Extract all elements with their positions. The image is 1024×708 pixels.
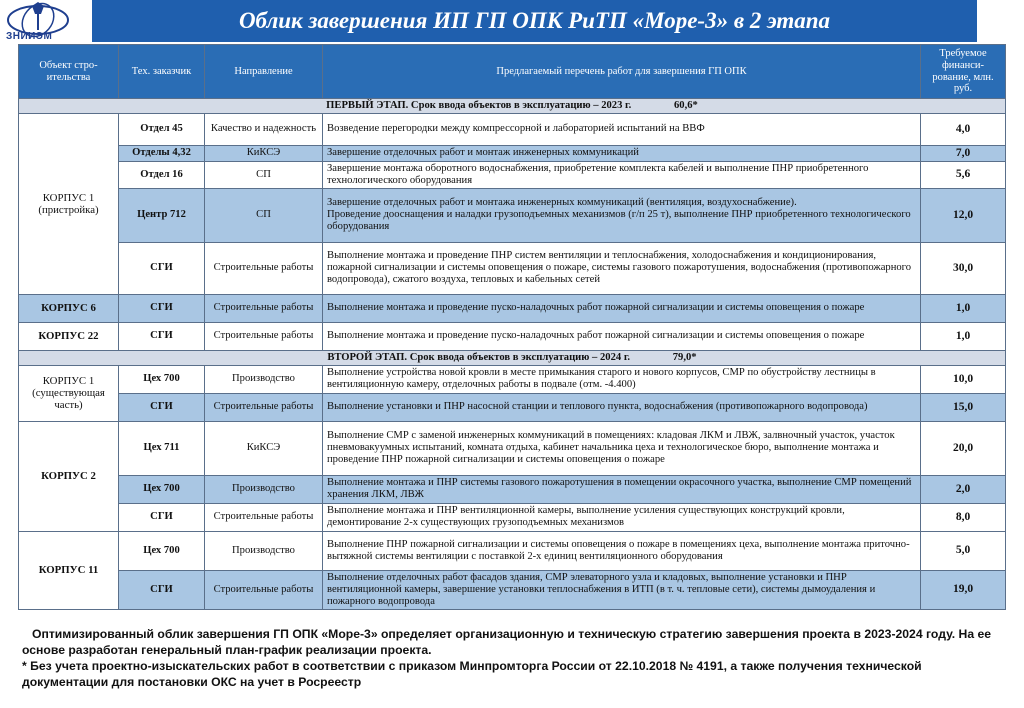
direction-cell: Производство: [205, 365, 323, 393]
table-row: [19, 113, 1006, 145]
object-cell: КОРПУС 2: [19, 421, 119, 531]
customer-cell: Цех 711: [119, 421, 205, 475]
table-header-row: [19, 45, 1006, 99]
col-header-works: Предлагаемый перечень работ для завершения ГП ОПК: [323, 45, 921, 99]
work-cell: Выполнение устройства новой кровли в месте примыкания старого и нового корпусов, СМР по обустройству лестницы в вентиляционную камеру, отделочных работы в подвале (отм. -4.400): [323, 365, 921, 393]
customer-cell: Центр 712: [119, 188, 205, 242]
table-row: [19, 570, 1006, 609]
financing-cell: 5,6: [921, 161, 1006, 188]
work-cell: Завершение отделочных работ и монтаж инженерных коммуникаций: [323, 145, 921, 161]
col-header-customer: Тех. заказчик: [119, 45, 205, 99]
customer-cell: СГИ: [119, 393, 205, 421]
financing-cell: 5,0: [921, 531, 1006, 570]
page-header: [92, 0, 977, 42]
stage-label: ПЕРВЫЙ ЭТАП. Срок ввода объектов в эксплуатацию – 2023 г.: [326, 100, 632, 111]
financing-cell: 7,0: [921, 145, 1006, 161]
work-cell: Выполнение монтажа и ПНР системы газового пожаротушения в помещении окрасочного участка, выполнение СМР помещений хранения ЛКМ, ЛВЖ: [323, 475, 921, 503]
financing-cell: 20,0: [921, 421, 1006, 475]
logo-text: ЗНИИЭМ: [6, 31, 53, 42]
financing-cell: 10,0: [921, 365, 1006, 393]
table-row: [19, 145, 1006, 161]
direction-cell: КиКСЭ: [205, 145, 323, 161]
table-row: [19, 365, 1006, 393]
customer-cell: СГИ: [119, 570, 205, 609]
page-title: Облик завершения ИП ГП ОПК РиТП «Море-3» в 2 этапа: [238, 8, 831, 33]
direction-cell: СП: [205, 161, 323, 188]
table-row: [19, 503, 1006, 531]
direction-cell: Строительные работы: [205, 322, 323, 350]
object-cell: [19, 113, 119, 294]
customer-cell: Цех 700: [119, 365, 205, 393]
footer-notes: [22, 627, 1007, 690]
table-row: [19, 188, 1006, 242]
table-row: [19, 393, 1006, 421]
object-name: КОРПУС 1: [42, 374, 95, 387]
object-cell: КОРПУС 11: [19, 531, 119, 609]
direction-cell: Производство: [205, 475, 323, 503]
direction-cell: Строительные работы: [205, 294, 323, 322]
direction-cell: КиКСЭ: [205, 421, 323, 475]
work-cell: Выполнение монтажа и ПНР вентиляционной камеры, выполнение усиления существующих конструкций кровли, демонтирование 2-х существующих грузоподъемных механизмов: [323, 503, 921, 531]
work-cell: Выполнение монтажа и проведение ПНР систем вентиляции и теплоснабжения, холодоснабжения и кондиционирования, пожарной сигнализации и системы оповещения о пожаре, системы газового пожаротушения, водоснабжения (противопожарного водопровода), сжатого воздуха, тепловых и кабельных сетей: [323, 242, 921, 294]
table-row: [19, 242, 1006, 294]
customer-cell: Цех 700: [119, 475, 205, 503]
works-table: [18, 44, 1006, 610]
stage-row-1: [19, 99, 1006, 114]
work-cell: Завершение монтажа оборотного водоснабжения, приобретение комплекта кабелей и выполнение ПНР приобретенного технологического оборудования: [323, 161, 921, 188]
object-name: КОРПУС 1: [42, 191, 95, 204]
customer-cell: Отдел 45: [119, 113, 205, 145]
table-row: [19, 475, 1006, 503]
col-header-object: Объект стро- ительства: [19, 45, 119, 99]
conclusion-text: Оптимизированный облик завершения ГП ОПК «Море-3» определяет организационную и техническую стратегию завершения проекта в 2023-2024 году. На ее основе разработан генеральный план-график реализации проекта.: [22, 627, 992, 657]
work-cell: Завершение отделочных работ и монтажа инженерных коммуникаций (вентиляция, воздухоснабжение). Проведение дооснащения и наладки грузоподъемных механизмов (г/п 25 т), выполнение ПНР приобретенного технологического оборудования: [323, 188, 921, 242]
object-cell: [19, 365, 119, 421]
financing-cell: 4,0: [921, 113, 1006, 145]
financing-cell: 12,0: [921, 188, 1006, 242]
customer-cell: Отделы 4,32: [119, 145, 205, 161]
financing-cell: 8,0: [921, 503, 1006, 531]
financing-cell: 19,0: [921, 570, 1006, 609]
object-cell: КОРПУС 22: [19, 322, 119, 350]
table-row: [19, 322, 1006, 350]
direction-cell: Производство: [205, 531, 323, 570]
work-cell: Выполнение монтажа и проведение пуско-наладочных работ пожарной сигнализации и системы оповещения о пожаре: [323, 322, 921, 350]
work-cell: Выполнение монтажа и проведение пуско-наладочных работ пожарной сигнализации и системы оповещения о пожаре: [323, 294, 921, 322]
direction-cell: Строительные работы: [205, 570, 323, 609]
financing-cell: 1,0: [921, 322, 1006, 350]
financing-cell: 1,0: [921, 294, 1006, 322]
customer-cell: Цех 700: [119, 531, 205, 570]
stage-total: 79,0*: [672, 351, 697, 363]
table-row: [19, 294, 1006, 322]
customer-cell: СГИ: [119, 294, 205, 322]
customer-cell: СГИ: [119, 322, 205, 350]
financing-cell: 15,0: [921, 393, 1006, 421]
company-logo: [2, 0, 88, 44]
stage-row-2: [19, 350, 1006, 365]
customer-cell: СГИ: [119, 242, 205, 294]
customer-cell: Отдел 16: [119, 161, 205, 188]
direction-cell: Строительные работы: [205, 503, 323, 531]
direction-cell: Качество и надежность: [205, 113, 323, 145]
object-sub: (существующая часть): [32, 387, 105, 412]
work-cell: Выполнение установки и ПНР насосной станции и теплового пункта, водоснабжения (противопожарного водопровода): [323, 393, 921, 421]
table-row: [19, 421, 1006, 475]
financing-cell: 2,0: [921, 475, 1006, 503]
col-header-direction: Направление: [205, 45, 323, 99]
object-cell: КОРПУС 6: [19, 294, 119, 322]
table-row: [19, 161, 1006, 188]
work-cell: Выполнение отделочных работ фасадов здания, СМР элеваторного узла и кладовых, выполнение установки и ПНР вентиляционной камеры, завершение установки теплоснабжения в ИТП (в т. ч. тепловые сети), системы дымоудаления и пожарного водопровода: [323, 570, 921, 609]
table-row: [19, 531, 1006, 570]
direction-cell: Строительные работы: [205, 242, 323, 294]
direction-cell: СП: [205, 188, 323, 242]
customer-cell: СГИ: [119, 503, 205, 531]
stage-label: ВТОРОЙ ЭТАП. Срок ввода объектов в эксплуатацию – 2024 г.: [327, 351, 631, 363]
work-cell: Выполнение СМР с заменой инженерных коммуникаций в помещениях: кладовая ЛКМ и ЛВЖ, залвночный участок, участок пневмовакуумных испытаний, комната отдыха, кабинет начальника цеха и технологическое бюро, выполнение монтажа и проведение ПНР пожарной сигнализации и системы оповещения о пожаре: [323, 421, 921, 475]
work-cell: Выполнение ПНР пожарной сигнализации и системы оповещения о пожаре в помещениях цеха, выполнение монтажа приточно-вытяжной системы вентиляции с поставкой 2-х единиц вентиляционного оборудования: [323, 531, 921, 570]
financing-cell: 30,0: [921, 242, 1006, 294]
stage-total: 60,6*: [673, 100, 698, 111]
footnote-text: * Без учета проектно-изыскательских работ в соответствии с приказом Минпромторга России от 22.10.2018 № 4191, а также получения технической документации для постановки ОКС на учет в Росреестр: [22, 658, 922, 689]
direction-cell: Строительные работы: [205, 393, 323, 421]
work-cell: Возведение перегородки между компрессорной и лабораторией испытаний на ВВФ: [323, 113, 921, 145]
col-header-financing: Требуемое финанси-рование, млн. руб.: [921, 45, 1006, 99]
object-sub: (пристройка): [38, 203, 99, 216]
